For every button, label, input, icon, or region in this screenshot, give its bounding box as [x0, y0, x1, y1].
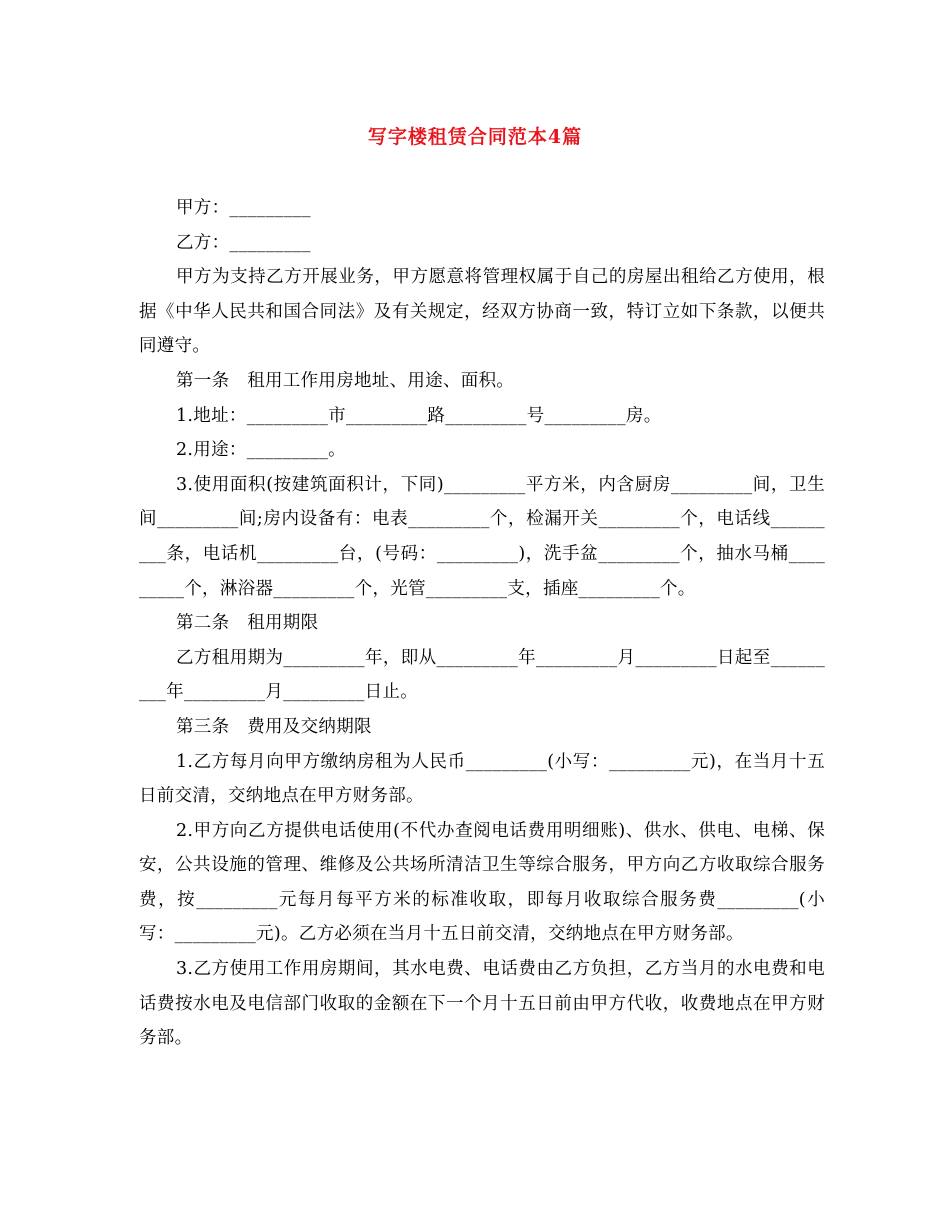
party-b-line: 乙方：_________ [176, 232, 311, 253]
document-body [139, 191, 825, 1056]
article-2-heading: 第二条 租用期限 [176, 613, 319, 634]
document-title: 写字楼租赁合同范本4篇 [367, 126, 583, 148]
preamble-paragraph: 甲方为支持乙方开展业务，甲方愿意将管理权属于自己的房屋出租给乙方使用，根据《中华人民共和国合同法》及有关规定，经双方协商一致，特订立如下条款，以便共同遵守。 [139, 267, 825, 357]
article-1-heading: 第一条 租用工作用房地址、用途、面积。 [176, 370, 515, 391]
usage-clause: 2.用途：_________。 [176, 440, 346, 461]
service-fee-clause: 2.甲方向乙方提供电话使用(不代办查阅电话费用明细账)、供水、供电、电梯、保安，公共设施的管理、维修及公共场所清洁卫生等综合服务，甲方向乙方收取综合服务费，按_________元每月每平方米的标准收取，即每月收取综合服务费_________(小写：_________元)。乙方必须在当月十五日前交清，交纳地点在甲方财务部。 [139, 820, 825, 945]
rent-payment-clause: 1.乙方每月向甲方缴纳房租为人民币_________(小写：_________元)，在当月十五日前交清，交纳地点在甲方财务部。 [139, 751, 825, 807]
utility-fee-clause: 3.乙方使用工作用房期间，其水电费、电话费由乙方负担，乙方当月的水电费和电话费按水电及电信部门收取的金额在下一个月十五日前由甲方代收，收费地点在甲方财务部。 [139, 959, 825, 1049]
party-a-line: 甲方：_________ [176, 198, 311, 218]
article-3-heading: 第三条 费用及交纳期限 [176, 716, 372, 737]
address-clause: 1.地址：_________市_________路_________号_________房。 [176, 405, 662, 426]
area-equipment-clause: 3.使用面积(按建筑面积计，下同)_________平方米，内含厨房_________间，卫生间_________间;房内设备有：电表_________个，检漏开关_________个，电话线_________条，电话机_________台，(号码：_________)，洗手盆_________个，抽水马桶_________个，淋浴器_________个，光管_________支，插座_________个。 [139, 474, 825, 599]
lease-term-clause: 乙方租用期为_________年，即从_________年_________月_________日起至_________年_________月_________日止。 [139, 647, 825, 703]
